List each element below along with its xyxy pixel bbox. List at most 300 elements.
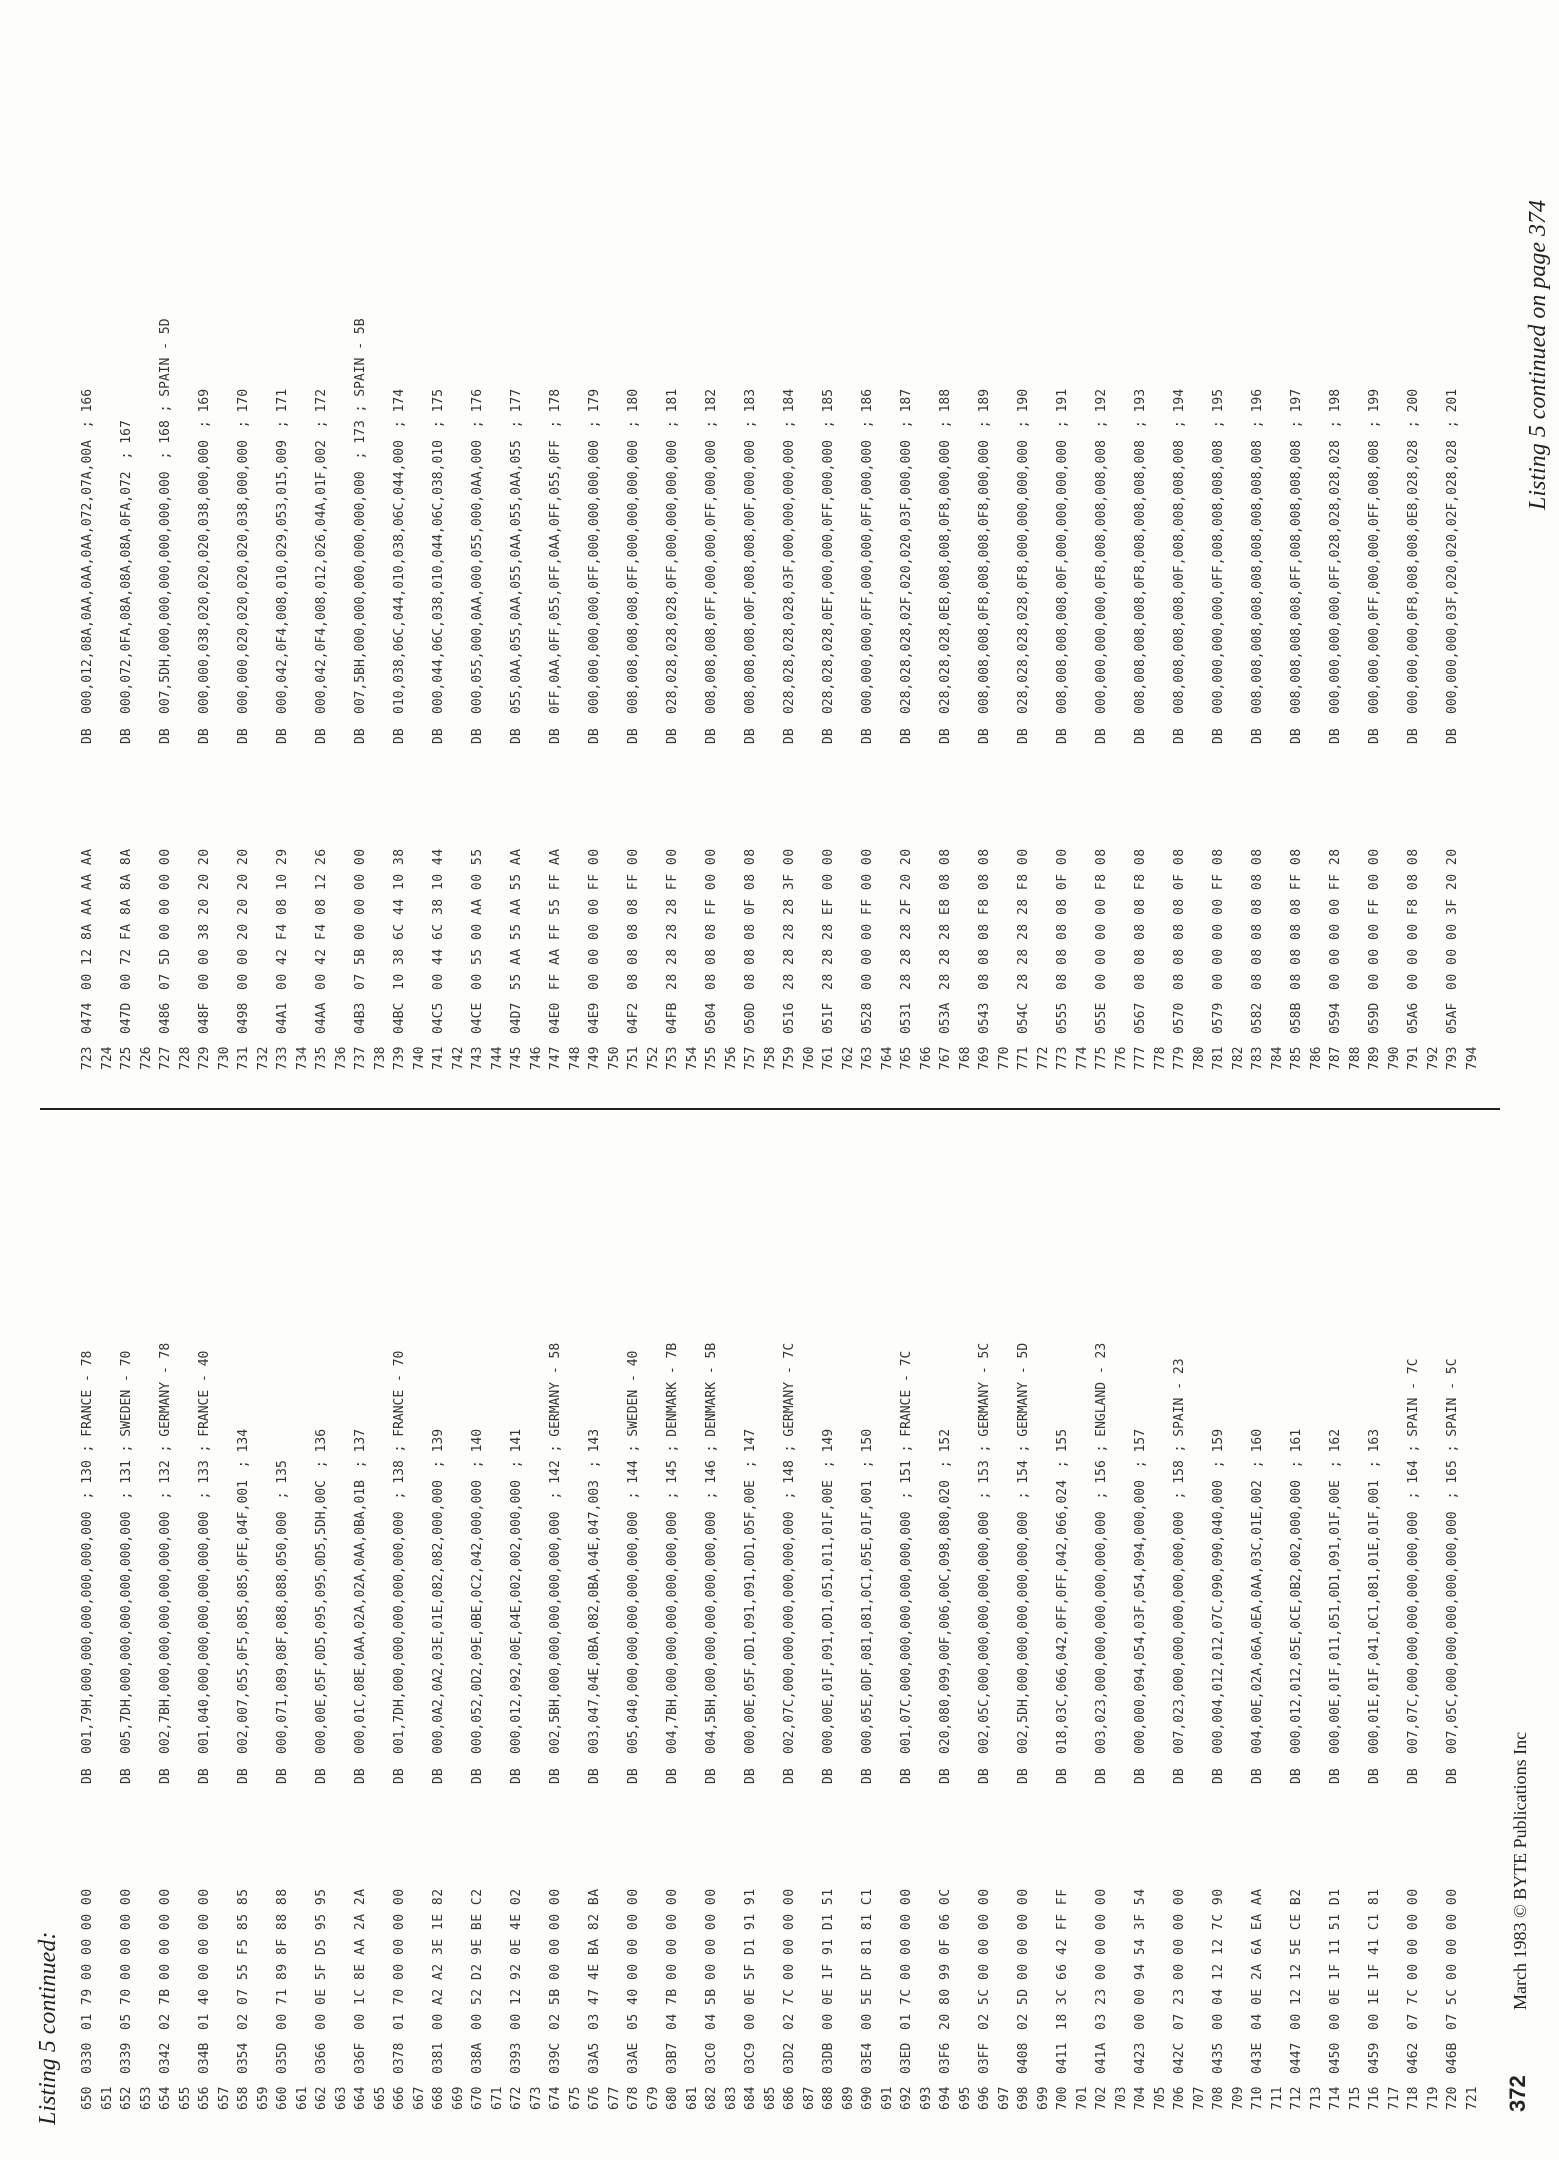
line-number: 669 [450, 2086, 466, 2110]
line-number: 701 [1074, 2086, 1090, 2110]
address: 05A6 [1406, 1002, 1421, 1034]
db-operands: 000,000,020,020,020,020,038,000,000 [236, 440, 251, 714]
line-number: 694 [938, 2086, 953, 2110]
line-number: 778 [1152, 1046, 1168, 1070]
comment: ; 147 [743, 1428, 758, 1469]
address: 0447 [1289, 2042, 1304, 2074]
db-directive: DB [1406, 1768, 1421, 1784]
listing-row-continuation [685, 1034, 700, 1070]
listing-row [158, 1343, 173, 2110]
listing-row-continuation [919, 1034, 934, 1070]
db-operands: 000,012,092,00E,04E,002,002,000,000 [509, 1480, 524, 1754]
listing-row-continuation [568, 2074, 583, 2110]
comment: ; 135 [275, 1460, 290, 1500]
listing-row-continuation [334, 1034, 349, 1070]
line-number: 690 [860, 2086, 875, 2110]
listing-row [1094, 389, 1109, 1070]
listing-row-continuation [841, 2074, 856, 2110]
object-bytes: 10 38 6C 44 10 38 [392, 848, 407, 990]
object-bytes: FF AA FF 55 FF AA [548, 848, 563, 990]
comment: ; 181 [665, 388, 680, 429]
listing-row [1016, 1343, 1031, 2110]
address: 038A [470, 2042, 485, 2074]
address: 04A1 [275, 1002, 290, 1034]
db-operands: 000,000,000,0FF,000,000,0FF,008,008 [1367, 440, 1382, 714]
listing-row-continuation [1231, 2074, 1246, 2110]
line-number: 733 [275, 1046, 290, 1070]
listing-row-continuation [802, 2074, 817, 2110]
object-bytes: 00 00 00 FF 00 00 [1367, 848, 1382, 990]
db-directive: DB [782, 728, 797, 744]
address: 051F [821, 1002, 836, 1034]
listing-row [548, 1343, 563, 2110]
listing-row [314, 1429, 329, 2110]
object-bytes: 08 08 08 08 0F 00 [1055, 848, 1070, 990]
address: 03B7 [665, 2042, 680, 2074]
object-bytes: 00 12 92 0E 4E 02 [509, 1888, 524, 2030]
line-number: 657 [216, 2086, 232, 2110]
line-number: 715 [1347, 2086, 1363, 2110]
db-directive: DB [860, 728, 875, 744]
listing-row [1211, 1429, 1226, 2110]
listing-row [899, 1351, 914, 2110]
comment: ; 149 [821, 1428, 836, 1469]
listing-row-continuation [178, 1034, 193, 1070]
address: 03A5 [587, 2042, 602, 2074]
line-number: 695 [957, 2086, 973, 2110]
line-number: 711 [1269, 2086, 1285, 2110]
listing-row-continuation [724, 1034, 739, 1070]
address: 0423 [1133, 2042, 1148, 2074]
listing-row-continuation [451, 1034, 466, 1070]
line-number: 776 [1113, 1046, 1129, 1070]
listing-row [314, 389, 329, 1070]
listing-row [119, 420, 134, 1070]
listing-row [1445, 1358, 1460, 2110]
listing-row [860, 1429, 875, 2110]
db-directive: DB [1445, 1768, 1460, 1784]
listing-row-continuation [1192, 1034, 1207, 1070]
listing-row [353, 318, 368, 1070]
db-operands: 001,79H,000,000,000,000,000,000 [80, 1511, 95, 1754]
line-number: 737 [353, 1046, 368, 1070]
db-operands: 000,000,000,000,0FF,008,008,008,008 [1211, 440, 1226, 714]
object-bytes: 02 5D 00 00 00 00 [1016, 1888, 1031, 2030]
object-bytes: 00 0E 5F D1 91 91 [743, 1888, 758, 2030]
object-bytes: 00 00 94 54 3F 54 [1133, 1888, 1148, 2030]
address: 054C [1016, 1002, 1031, 1034]
comment: ; 199 [1367, 388, 1382, 429]
listing-row [938, 1429, 953, 2110]
object-bytes: 00 0E 5F D5 95 95 [314, 1888, 329, 2030]
object-bytes: 04 5B 00 00 00 00 [704, 1888, 719, 2030]
db-directive: DB [860, 1768, 875, 1784]
db-directive: DB [743, 728, 758, 744]
line-number: 716 [1367, 2086, 1382, 2110]
db-directive: DB [509, 728, 524, 744]
line-number: 772 [1035, 1046, 1051, 1070]
line-number: 683 [723, 2086, 739, 2110]
listing-row [1055, 389, 1070, 1070]
line-number: 709 [1230, 2086, 1246, 2110]
object-bytes: 55 AA 55 AA 55 AA [509, 848, 524, 990]
comment: ; 190 [1016, 388, 1031, 429]
object-bytes: 04 0E 2A 6A EA AA [1250, 1888, 1265, 2030]
listing-row-continuation [763, 1034, 778, 1070]
line-number: 790 [1386, 1046, 1402, 1070]
db-directive: DB [1367, 728, 1382, 744]
object-bytes: 08 08 08 08 FF 08 [1289, 848, 1304, 990]
db-operands: 002,05C,000,000,000,000,000,000 [977, 1511, 992, 1754]
line-number: 725 [119, 1046, 134, 1070]
comment: ; 183 [743, 388, 758, 429]
object-bytes: 00 44 6C 38 10 44 [431, 848, 446, 990]
object-bytes: 08 08 08 08 F8 08 [1133, 848, 1148, 990]
db-directive: DB [1328, 728, 1343, 744]
address: 04F2 [626, 1002, 641, 1034]
line-number: 755 [704, 1046, 719, 1070]
db-operands: 000,00E,01F,011,051,0D1,091,01F,00E [1328, 1480, 1343, 1754]
listing-row [587, 1429, 602, 2110]
object-bytes: 00 12 8A AA AA AA [80, 848, 95, 990]
listing-row-continuation [451, 2074, 466, 2110]
comment: ; 140 [470, 1428, 485, 1469]
comment: ; 200 [1406, 388, 1421, 429]
db-operands: 008,008,008,008,0F8,008,008,008,008 [1133, 440, 1148, 714]
line-number: 794 [1464, 1046, 1480, 1070]
address: 04AA [314, 1002, 329, 1034]
listing-row-continuation [1192, 2074, 1207, 2110]
object-bytes: 00 0E 1F 91 D1 51 [821, 1888, 836, 2030]
listing-row-continuation [1114, 1034, 1129, 1070]
line-number: 659 [255, 2086, 271, 2110]
comment: ; 177 [509, 388, 524, 429]
object-bytes: 04 7B 00 00 00 00 [665, 1888, 680, 2030]
line-number: 789 [1367, 1046, 1382, 1070]
listing-row-continuation [1036, 2074, 1051, 2110]
db-operands: 001,7DH,000,000,000,000,000,000 [392, 1511, 407, 1754]
line-number: 747 [548, 1046, 563, 1070]
db-operands: 002,7BH,000,000,000,000,000,000 [158, 1511, 173, 1754]
db-directive: DB [80, 1768, 95, 1784]
line-number: 663 [333, 2086, 349, 2110]
object-bytes: 00 1C 8E AA 2A 2A [353, 1888, 368, 2030]
db-operands: 000,052,0D2,09E,0BE,0C2,042,000,000 [470, 1480, 485, 1754]
listing-row [743, 1429, 758, 2110]
listing-row [392, 1351, 407, 2110]
address: 0354 [236, 2042, 251, 2074]
db-directive: DB [821, 1768, 836, 1784]
db-operands: 000,055,000,0AA,000,055,000,0AA,000 [470, 440, 485, 714]
listing-row [236, 1429, 251, 2110]
listing-row-continuation [1153, 2074, 1168, 2110]
object-bytes: 00 00 00 00 FF 28 [1328, 848, 1343, 990]
line-number: 775 [1094, 1046, 1109, 1070]
listing-row [704, 389, 719, 1070]
object-bytes: 01 79 00 00 00 00 [80, 1888, 95, 2030]
listing-row [860, 389, 875, 1070]
address: 0582 [1250, 1002, 1265, 1034]
listing-row [1406, 1358, 1421, 2110]
db-operands: 008,008,008,008,0FF,008,008,008,008 [1289, 440, 1304, 714]
db-operands: 000,000,000,03F,020,020,02F,028,028 [1445, 440, 1460, 714]
address: 0330 [80, 2042, 95, 2074]
db-directive: DB [275, 1768, 290, 1784]
line-number: 667 [411, 2086, 427, 2110]
object-bytes: 02 7C 00 00 00 00 [782, 1888, 797, 2030]
db-operands: 000,012,08A,0AA,0AA,0AA,072,07A,00A [80, 440, 95, 714]
object-bytes: 01 70 00 00 00 00 [392, 1888, 407, 2030]
listing-row [1133, 389, 1148, 1070]
db-directive: DB [470, 1768, 485, 1784]
line-number: 748 [567, 1046, 583, 1070]
comment: ; 156 ; ENGLAND - 23 [1094, 1342, 1109, 1500]
listing-row-continuation [841, 1034, 856, 1070]
comment: ; 142 ; GERMANY - 58 [548, 1342, 563, 1500]
listing-row-continuation [217, 2074, 232, 2110]
address: 055E [1094, 1002, 1109, 1034]
comment: ; 152 [938, 1428, 953, 1469]
db-operands: 000,072,0FA,08A,08A,08A,0FA,072 [119, 471, 134, 714]
line-number: 724 [99, 1046, 115, 1070]
object-bytes: 28 28 28 EF 00 00 [821, 848, 836, 990]
line-number: 661 [294, 2086, 310, 2110]
line-number: 668 [431, 2086, 446, 2110]
comment: ; 193 [1133, 388, 1148, 429]
listing-row [197, 389, 212, 1070]
comment: ; 178 [548, 388, 563, 429]
listing-row-continuation [256, 2074, 271, 2110]
listing-row-continuation [1309, 2074, 1324, 2110]
line-number: 765 [899, 1046, 914, 1070]
listing-row-continuation [490, 1034, 505, 1070]
db-directive: DB [1055, 1768, 1070, 1784]
listing-row-continuation [256, 1034, 271, 1070]
db-operands: 000,000,000,0F8,008,008,0E8,028,028 [1406, 440, 1421, 714]
address: 0393 [509, 2042, 524, 2074]
listing-row [1016, 389, 1031, 1070]
listing-row [938, 389, 953, 1070]
line-number: 746 [528, 1046, 544, 1070]
listing-row-continuation [1309, 1034, 1324, 1070]
line-number: 687 [801, 2086, 817, 2110]
address: 059D [1367, 1002, 1382, 1034]
comment: ; 192 [1094, 388, 1109, 429]
comment: ; 155 [1055, 1428, 1070, 1469]
object-bytes: 00 00 20 20 20 20 [236, 848, 251, 990]
db-operands: 000,000,094,054,03F,054,094,000,000 [1133, 1480, 1148, 1754]
line-number: 727 [158, 1046, 173, 1070]
db-operands: 000,012,012,05E,0CE,0B2,002,000,000 [1289, 1480, 1304, 1754]
db-operands: 028,028,028,028,0F8,000,000,000,000 [1016, 440, 1031, 714]
listing-row-continuation [295, 1034, 310, 1070]
line-number: 788 [1347, 1046, 1363, 1070]
listing-row [80, 1351, 95, 2110]
db-operands: 007,07C,000,000,000,000,000,000 [1406, 1511, 1421, 1754]
db-operands: 000,000,038,020,020,020,038,000,000 [197, 440, 212, 714]
line-number: 769 [977, 1046, 992, 1070]
listing-row [548, 389, 563, 1070]
db-directive: DB [938, 1768, 953, 1784]
db-directive: DB [158, 728, 173, 744]
listing-row-continuation [880, 2074, 895, 2110]
object-bytes: 28 28 28 E8 08 08 [938, 848, 953, 990]
object-bytes: 00 12 12 5E CE B2 [1289, 1888, 1304, 2030]
address: 04C5 [431, 1002, 446, 1034]
db-operands: 008,008,008,008,0FF,000,000,000,000 [626, 440, 641, 714]
line-number: 703 [1113, 2086, 1129, 2110]
listing-row-continuation [1075, 1034, 1090, 1070]
listing-row-continuation [334, 2074, 349, 2110]
address: 0435 [1211, 2042, 1226, 2074]
comment: ; 158 ; SPAIN - 23 [1172, 1358, 1187, 1500]
comment: ; 132 ; GERMANY - 78 [158, 1342, 173, 1500]
object-bytes: 00 52 D2 9E BE C2 [470, 1888, 485, 2030]
comment: ; 165 ; SPAIN - 5C [1445, 1358, 1460, 1500]
address: 04D7 [509, 1002, 524, 1034]
object-bytes: 28 28 28 28 FF 00 [665, 848, 680, 990]
line-number: 758 [762, 1046, 778, 1070]
line-number: 729 [197, 1046, 212, 1070]
listing-row-continuation [412, 1034, 427, 1070]
column-divider [40, 1108, 1500, 1110]
address: 048F [197, 1002, 212, 1034]
comment: ; 175 [431, 388, 446, 429]
object-bytes: 01 7C 00 00 00 00 [899, 1888, 914, 2030]
comment: ; 130 ; FRANCE - 78 [80, 1350, 95, 1500]
listing-row [1406, 389, 1421, 1070]
line-number: 658 [236, 2086, 251, 2110]
line-number: 707 [1191, 2086, 1207, 2110]
db-operands: 008,008,008,00F,008,008,00F,000,000 [743, 440, 758, 714]
line-number: 679 [645, 2086, 661, 2110]
address: 0486 [158, 1002, 173, 1034]
object-bytes: 00 71 89 8F 88 88 [275, 1888, 290, 2030]
object-bytes: 28 28 28 28 F8 00 [1016, 848, 1031, 990]
line-number: 673 [528, 2086, 544, 2110]
listing-row-continuation [997, 1034, 1012, 1070]
listing-row [80, 389, 95, 1070]
line-number: 745 [509, 1046, 524, 1070]
comment: ; 196 [1250, 388, 1265, 429]
address: 0504 [704, 1002, 719, 1034]
listing-row-continuation [139, 2074, 154, 2110]
listing-row-continuation [1348, 1034, 1363, 1070]
address: 0567 [1133, 1002, 1148, 1034]
address: 04E0 [548, 1002, 563, 1034]
address: 04B3 [353, 1002, 368, 1034]
db-directive: DB [236, 1768, 251, 1784]
listing-row-continuation [1036, 1034, 1051, 1070]
comment: ; 176 [470, 388, 485, 429]
line-number: 767 [938, 1046, 953, 1070]
db-operands: 055,0AA,055,0AA,055,0AA,055,0AA,055 [509, 440, 524, 714]
listing-row-continuation [217, 1034, 232, 1070]
db-directive: DB [1133, 728, 1148, 744]
comment: ; 182 [704, 388, 719, 429]
db-directive: DB [548, 728, 563, 744]
object-bytes: 02 5B 00 00 00 00 [548, 1888, 563, 2030]
comment: ; 188 [938, 388, 953, 429]
line-number: 779 [1172, 1046, 1187, 1070]
object-bytes: 00 0E 1F 11 51 D1 [1328, 1888, 1343, 2030]
listing-row [1289, 1429, 1304, 2110]
db-operands: 002,5DH,000,000,000,000,000,000 [1016, 1511, 1031, 1754]
address: 03C0 [704, 2042, 719, 2074]
line-number: 740 [411, 1046, 427, 1070]
db-directive: DB [1250, 728, 1265, 744]
line-number: 761 [821, 1046, 836, 1070]
address: 03FF [977, 2042, 992, 2074]
line-number: 655 [177, 2086, 193, 2110]
line-number: 787 [1328, 1046, 1343, 1070]
address: 0570 [1172, 1002, 1187, 1034]
listing-row-continuation [919, 2074, 934, 2110]
db-directive: DB [587, 1768, 602, 1784]
db-operands: 005,7DH,000,000,000,000,000,000 [119, 1511, 134, 1754]
object-bytes: 00 1E 1F 41 C1 81 [1367, 1888, 1382, 2030]
db-operands: 001,040,000,000,000,000,000,000 [197, 1511, 212, 1754]
db-operands: 000,000,000,000,0F8,008,008,008,008 [1094, 440, 1109, 714]
address: 03ED [899, 2042, 914, 2074]
object-bytes: 08 08 08 F8 08 08 [977, 848, 992, 990]
db-directive: DB [197, 1768, 212, 1784]
line-number: 652 [119, 2086, 134, 2110]
address: 0381 [431, 2042, 446, 2074]
db-directive: DB [704, 728, 719, 744]
listing-row-continuation [100, 2074, 115, 2110]
listing-row [743, 389, 758, 1070]
line-number: 770 [996, 1046, 1012, 1070]
object-bytes: 00 00 00 3F 20 20 [1445, 848, 1460, 990]
db-directive: DB [1094, 728, 1109, 744]
db-operands: 010,038,06C,044,010,038,06C,044,000 [392, 440, 407, 714]
comment: ; 173 ; SPAIN - 5B [353, 318, 368, 460]
line-number: 749 [587, 1046, 602, 1070]
db-operands: 002,07C,000,000,000,000,000,000 [782, 1511, 797, 1754]
address: 0543 [977, 1002, 992, 1034]
comment: ; 167 [119, 420, 134, 460]
listing-heading: Listing 5 continued: [35, 1931, 61, 2125]
line-number: 773 [1055, 1046, 1070, 1070]
address: 0339 [119, 2042, 134, 2074]
object-bytes: 01 40 00 00 00 00 [197, 1888, 212, 2030]
listing-row [626, 1351, 641, 2110]
line-number: 706 [1172, 2086, 1187, 2110]
object-bytes: 00 42 F4 08 12 26 [314, 848, 329, 990]
db-directive: DB [821, 728, 836, 744]
listing-row-continuation [529, 2074, 544, 2110]
address: 035D [275, 2042, 290, 2074]
db-operands: 028,028,028,0EF,000,000,0FF,000,000 [821, 440, 836, 714]
db-operands: 000,071,089,08F,088,088,050,000 [275, 1511, 290, 1754]
db-directive: DB [509, 1768, 524, 1784]
db-directive: DB [1133, 1768, 1148, 1784]
line-number: 691 [879, 2086, 895, 2110]
address: 0366 [314, 2042, 329, 2074]
db-directive: DB [470, 728, 485, 744]
address: 053A [938, 1002, 953, 1034]
line-number: 783 [1250, 1046, 1265, 1070]
line-number: 680 [665, 2086, 680, 2110]
comment: ; 171 [275, 388, 290, 429]
db-directive: DB [1016, 1768, 1031, 1784]
line-number: 712 [1289, 2086, 1304, 2110]
db-operands: 000,042,0F4,008,010,029,053,015,009 [275, 440, 290, 714]
comment: ; 138 ; FRANCE - 70 [392, 1350, 407, 1500]
comment: ; 185 [821, 388, 836, 429]
listing-row-continuation [685, 2074, 700, 2110]
